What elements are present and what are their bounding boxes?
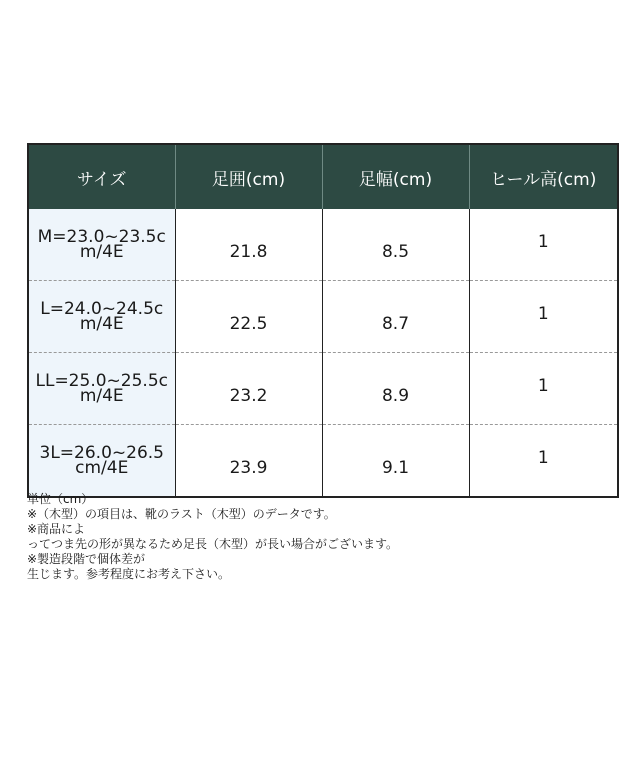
note-line: ※製造段階で個体差が [27, 552, 146, 566]
note-line: ってつま先の形が異なるため足長（木型）が長い場合がございます。 [27, 537, 399, 551]
heel-cell [469, 209, 618, 281]
notes-block [27, 492, 617, 582]
width-cell [322, 353, 469, 425]
header-row [28, 144, 618, 209]
width-cell [322, 209, 469, 281]
width-value: 8.5 [381, 241, 410, 262]
header-size: サイズ [28, 144, 175, 209]
heel-cell [469, 353, 618, 425]
note-line: 生じます。参考程度にお考え下さい。 [27, 567, 231, 581]
heel-value: 1 [537, 447, 549, 468]
girth-value: 22.5 [229, 313, 268, 334]
width-value: 8.7 [381, 313, 410, 334]
girth-value: 23.9 [229, 457, 268, 478]
size-cell: 3L=26.0~26.5cm/4E [28, 425, 175, 498]
girth-cell [175, 281, 322, 353]
table-row [28, 425, 618, 498]
header-foot-width: 足幅(cm) [322, 144, 469, 209]
note-line: ※商品によ [27, 522, 86, 536]
girth-cell [175, 353, 322, 425]
width-value: 8.9 [381, 385, 410, 406]
girth-cell [175, 425, 322, 498]
size-cell: LL=25.0~25.5cm/4E [28, 353, 175, 425]
table-row [28, 353, 618, 425]
table-row [28, 209, 618, 281]
width-cell [322, 281, 469, 353]
girth-value: 21.8 [229, 241, 268, 262]
width-cell [322, 425, 469, 498]
heel-value: 1 [537, 375, 549, 396]
size-table [27, 143, 619, 498]
table-row [28, 281, 618, 353]
header-foot-girth: 足囲(cm) [175, 144, 322, 209]
heel-cell [469, 425, 618, 498]
heel-cell [469, 281, 618, 353]
size-cell: M=23.0~23.5cm/4E [28, 209, 175, 281]
girth-value: 23.2 [229, 385, 268, 406]
size-cell: L=24.0~24.5cm/4E [28, 281, 175, 353]
note-line: ※（木型）の項目は、靴のラスト（木型）のデータです。 [27, 507, 336, 521]
note-unit: 単位（cm） [27, 492, 94, 506]
header-heel-height: ヒール高(cm) [469, 144, 618, 209]
width-value: 9.1 [381, 457, 410, 478]
heel-value: 1 [537, 231, 549, 252]
girth-cell [175, 209, 322, 281]
heel-value: 1 [537, 303, 549, 324]
